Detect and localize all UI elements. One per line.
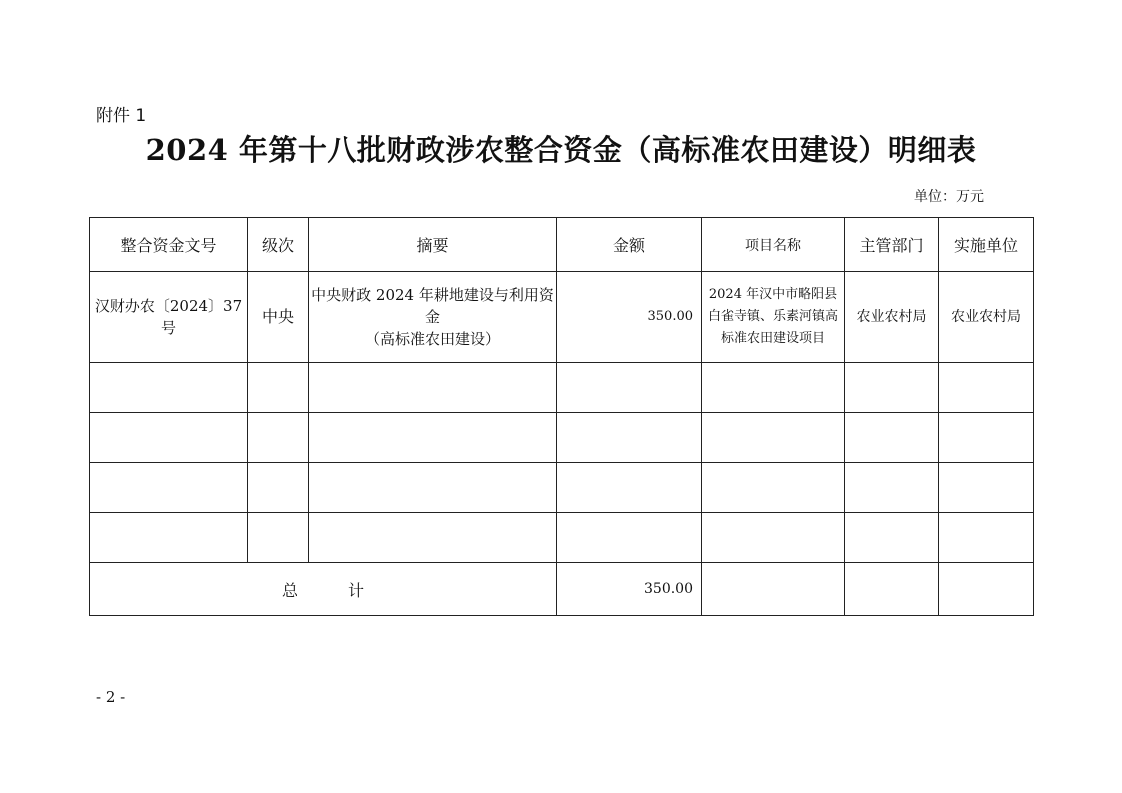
empty-cell xyxy=(702,463,845,513)
column-header-amount: 金额 xyxy=(557,218,702,272)
empty-cell xyxy=(702,413,845,463)
empty-cell xyxy=(309,413,557,463)
table-header-row xyxy=(90,218,1034,272)
empty-cell xyxy=(309,463,557,513)
table-row xyxy=(90,272,1034,363)
cell-amount: 350.00 xyxy=(557,272,702,363)
empty-row xyxy=(90,463,1034,513)
empty-cell xyxy=(845,563,939,616)
summary-line-1: 中央财政 2024 年耕地建设与利用资金 xyxy=(311,286,554,326)
attachment-label: 附件 1 xyxy=(96,106,147,126)
empty-cell xyxy=(939,563,1034,616)
empty-cell xyxy=(309,363,557,413)
detail-table xyxy=(89,217,1034,616)
empty-cell xyxy=(939,513,1034,563)
total-label xyxy=(90,563,557,616)
empty-cell xyxy=(90,413,248,463)
column-header-level: 级次 xyxy=(248,218,309,272)
empty-cell xyxy=(309,513,557,563)
empty-cell xyxy=(939,363,1034,413)
empty-cell xyxy=(248,463,309,513)
empty-cell xyxy=(248,513,309,563)
unit-label: 单位：万元 xyxy=(914,189,984,205)
empty-cell xyxy=(90,513,248,563)
empty-cell xyxy=(557,513,702,563)
empty-cell xyxy=(939,413,1034,463)
cell-summary xyxy=(309,272,557,363)
column-header-department: 主管部门 xyxy=(845,218,939,272)
empty-cell xyxy=(702,513,845,563)
empty-cell xyxy=(557,363,702,413)
cell-level: 中央 xyxy=(248,272,309,363)
total-label-part-1: 总 xyxy=(281,580,298,600)
cell-implementer: 农业农村局 xyxy=(939,272,1034,363)
empty-cell xyxy=(702,363,845,413)
empty-cell xyxy=(845,363,939,413)
total-label-part-2: 计 xyxy=(348,580,365,600)
summary-line-2: （高标准农田建设） xyxy=(364,330,500,348)
empty-row xyxy=(90,363,1034,413)
empty-cell xyxy=(248,363,309,413)
empty-row xyxy=(90,413,1034,463)
empty-cell xyxy=(845,463,939,513)
empty-cell xyxy=(845,413,939,463)
cell-project-name: 2024 年汉中市略阳县白雀寺镇、乐素河镇高标准农田建设项目 xyxy=(702,272,845,363)
column-header-doc-number: 整合资金文号 xyxy=(90,218,248,272)
empty-cell xyxy=(557,463,702,513)
empty-cell xyxy=(557,413,702,463)
column-header-summary: 摘要 xyxy=(309,218,557,272)
empty-cell xyxy=(939,463,1034,513)
empty-cell xyxy=(702,563,845,616)
empty-cell xyxy=(90,363,248,413)
page-number: - 2 - xyxy=(96,688,126,706)
empty-row xyxy=(90,513,1034,563)
column-header-project-name: 项目名称 xyxy=(702,218,845,272)
empty-cell xyxy=(845,513,939,563)
document-title: 2024 年第十八批财政涉农整合资金（高标准农田建设）明细表 xyxy=(145,133,977,167)
empty-cell xyxy=(90,463,248,513)
total-amount: 350.00 xyxy=(557,563,702,616)
total-row xyxy=(90,563,1034,616)
cell-department: 农业农村局 xyxy=(845,272,939,363)
cell-doc-number: 汉财办农〔2024〕37 号 xyxy=(90,272,248,363)
empty-cell xyxy=(248,413,309,463)
column-header-implementer: 实施单位 xyxy=(939,218,1034,272)
